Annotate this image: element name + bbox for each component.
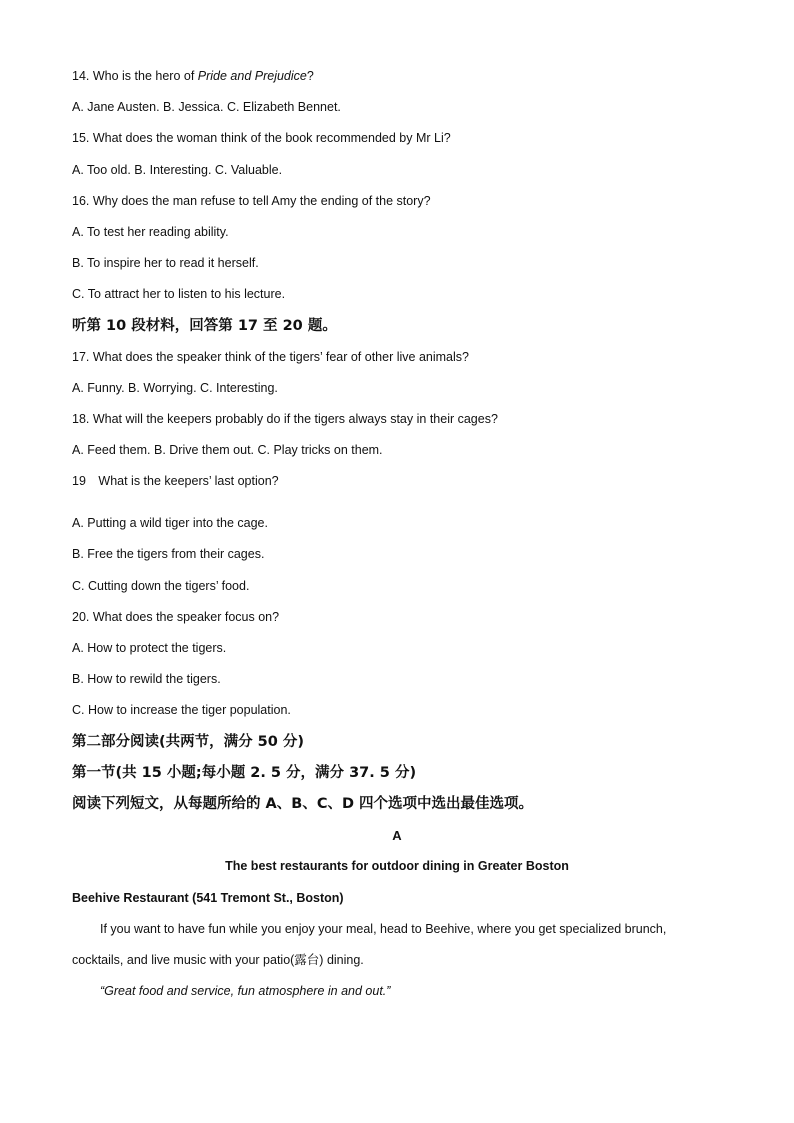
passage-title: The best restaurants for outdoor dining in Greater Boston [225,859,569,873]
q20-option-a: A. How to protect the tigers. [72,641,227,655]
restaurant-name: Beehive Restaurant (541 Tremont St., Boston) [72,891,344,905]
q17-options: A. Funny. B. Worrying. C. Interesting. [72,381,278,395]
q20-option-b: B. How to rewild the tigers. [72,672,221,686]
q17-stem: 17. What does the speaker think of the tigers’ fear of other live animals? [72,350,469,364]
q20-option-c: C. How to increase the tiger population. [72,703,291,717]
q19-stem: 19 What is the keepers’ last option? [72,474,279,488]
section10-heading: 听第 10 段材料，回答第 17 至 20 题。 [72,318,337,334]
q15-options: A. Too old. B. Interesting. C. Valuable. [72,163,283,177]
part2-heading: 第二部分阅读(共两节，满分 50 分) [72,734,305,750]
restaurant-description-line1: If you want to have fun while you enjoy your meal, head to Beehive, where you get specialized brunch, [100,922,667,936]
part2-instruction: 阅读下列短文，从每题所给的 A、B、C、D 四个选项中选出最佳选项。 [72,796,534,812]
q14-stem [72,68,314,84]
q18-stem: 18. What will the keepers probably do if the tigers always stay in their cages? [72,412,498,426]
q16-option-c: C. To attract her to listen to his lecture. [72,287,286,301]
restaurant-quote: “Great food and service, fun atmosphere in and out.” [100,984,391,998]
restaurant-description-line2: cocktails, and live music with your patio(露台) dining. [72,953,364,967]
q16-stem: 16. Why does the man refuse to tell Amy the ending of the story? [72,194,431,208]
q16-option-a: A. To test her reading ability. [72,225,229,239]
q19-option-c: C. Cutting down the tigers’ food. [72,579,250,593]
passage-label: A [392,828,402,843]
q18-options: A. Feed them. B. Drive them out. C. Play tricks on them. [72,443,383,457]
q14-options: A. Jane Austen. B. Jessica. C. Elizabeth Bennet. [72,100,341,114]
q16-option-b: B. To inspire her to read it herself. [72,256,259,270]
q15-stem: 15. What does the woman think of the book recommended by Mr Li? [72,131,451,145]
q20-stem: 20. What does the speaker focus on? [72,610,280,624]
q19-option-b: B. Free the tigers from their cages. [72,547,265,561]
q14-prefix: 14. Who is the hero of [72,69,198,83]
q19-option-a: A. Putting a wild tiger into the cage. [72,516,268,530]
q14-suffix: ? [306,69,314,83]
part2-section1-heading: 第一节(共 15 小题;每小题 2. 5 分，满分 37. 5 分) [72,765,417,781]
q14-book-title: Pride and Prejudice [197,69,307,83]
